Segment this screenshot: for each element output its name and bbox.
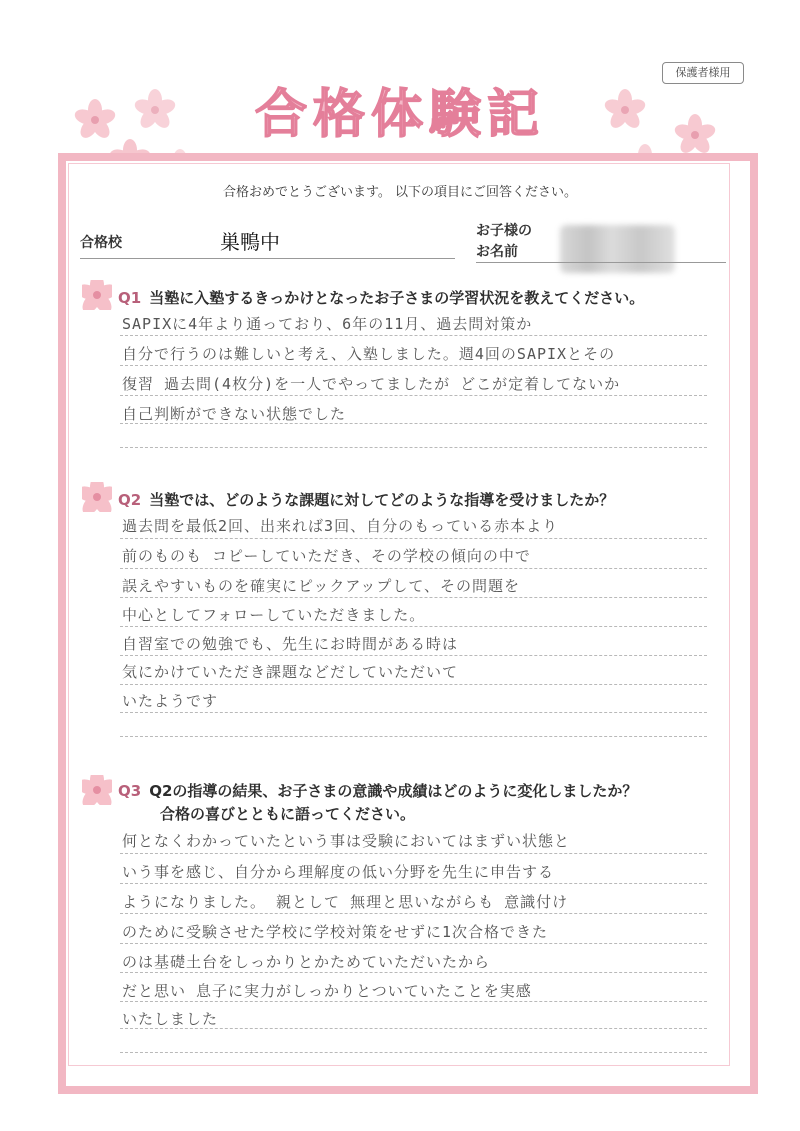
q2-answer-line: 気にかけていただき課題などだしていただいて <box>122 663 459 681</box>
q3-answer-line: のために受験させた学校に学校対策をせずに1次合格できた <box>122 923 549 941</box>
q2-answer-line: いたようです <box>122 692 219 710</box>
q2-answer-line: 中心としてフォローしていただきました。 <box>122 606 426 624</box>
q3-question-text-2: 合格の喜びとともに語ってください。 <box>160 805 416 823</box>
q1-question <box>118 287 644 308</box>
q2-number: Q2 <box>118 491 142 509</box>
answer-rule <box>120 395 707 396</box>
answer-rule <box>120 684 707 685</box>
answer-rule <box>120 883 707 884</box>
answer-rule <box>120 538 707 539</box>
q1-question-text: 当塾に入塾するきっかけとなったお子さまの学習状況を教えてください。 <box>149 289 645 307</box>
q3-blossom-icon <box>82 775 112 805</box>
q3-number: Q3 <box>118 782 142 800</box>
q2-answer-line: 自習室での勉強でも、先生にお時間がある時は <box>122 635 459 653</box>
q1-answer-line: SAPIXに4年より通っており、6年の11月、過去問対策か <box>122 315 533 333</box>
answer-rule <box>120 972 707 973</box>
school-underline <box>80 258 455 259</box>
answer-rule <box>120 1001 707 1002</box>
answer-rule <box>120 943 707 944</box>
answer-rule <box>120 568 707 569</box>
answer-rule <box>120 736 707 737</box>
q1-blossom-icon <box>82 280 112 310</box>
q1-answer-line: 自己判断ができない状態でした <box>122 405 347 423</box>
answer-rule <box>120 447 707 448</box>
answer-rule <box>120 365 707 366</box>
answer-rule <box>120 335 707 336</box>
child-label-line2: お名前 <box>476 244 518 260</box>
redacted-child-name <box>560 225 675 273</box>
q2-answer-line: 前のものも コピーしていただき、その学校の傾向の中で <box>122 547 531 565</box>
q1-answer-line: 自分で行うのは難しいと考え、入塾しました。週4回のSAPIXとその <box>122 345 616 363</box>
guardian-badge: 保護者様用 <box>662 62 744 84</box>
q3-answer-line: いう事を感じ、自分から理解度の低い分野を先生に申告する <box>122 863 555 881</box>
q2-answer-line: 誤えやすいものを確実にピックアップして、その問題を <box>122 577 521 595</box>
q3-answer-line: のは基礎土台をしっかりとかためていただいたから <box>122 953 491 971</box>
q3-question-text-1: Q2の指導の結果、お子さまの意識や成績はどのように変化しましたか？ <box>149 782 638 800</box>
q1-number: Q1 <box>118 289 142 307</box>
answer-rule <box>120 626 707 627</box>
answer-rule <box>120 913 707 914</box>
q3-question <box>118 780 637 801</box>
answer-rule <box>120 423 707 424</box>
q2-blossom-icon <box>82 482 112 512</box>
q3-answer-line: 何となくわかっていたという事は受験においてはまずい状態と <box>122 832 571 850</box>
q2-question-text: 当塾では、どのような課題に対してどのような指導を受けましたか？ <box>149 491 615 509</box>
child-label-line1: お子様の <box>476 223 532 239</box>
answer-rule <box>120 1052 707 1053</box>
answer-rule <box>120 853 707 854</box>
q3-answer-line: だと思い 息子に実力がしっかりとついていたことを実感 <box>122 982 532 1000</box>
q3-answer-line: ようになりました。 親として 無理と思いながらも 意識付け <box>122 893 569 911</box>
answer-rule <box>120 655 707 656</box>
name-underline <box>476 262 726 263</box>
q2-answer-line: 過去問を最低2回、出来れば3回、自分のもっている赤本より <box>122 517 559 535</box>
page-title: 合格体験記 <box>254 84 545 145</box>
answer-rule <box>120 597 707 598</box>
q3-answer-line: いたしました <box>122 1010 219 1028</box>
school-label: 合格校 <box>80 235 122 251</box>
intro-text: 合格おめでとうございます。 以下の項目にご回答ください。 <box>222 185 578 200</box>
school-value: 巣鴨中 <box>220 230 280 254</box>
answer-rule <box>120 1028 707 1029</box>
answer-rule <box>120 712 707 713</box>
q1-answer-line: 復習 過去問(4枚分)を一人でやってましたが どこが定着してないか <box>122 375 621 393</box>
q2-question <box>118 489 614 510</box>
